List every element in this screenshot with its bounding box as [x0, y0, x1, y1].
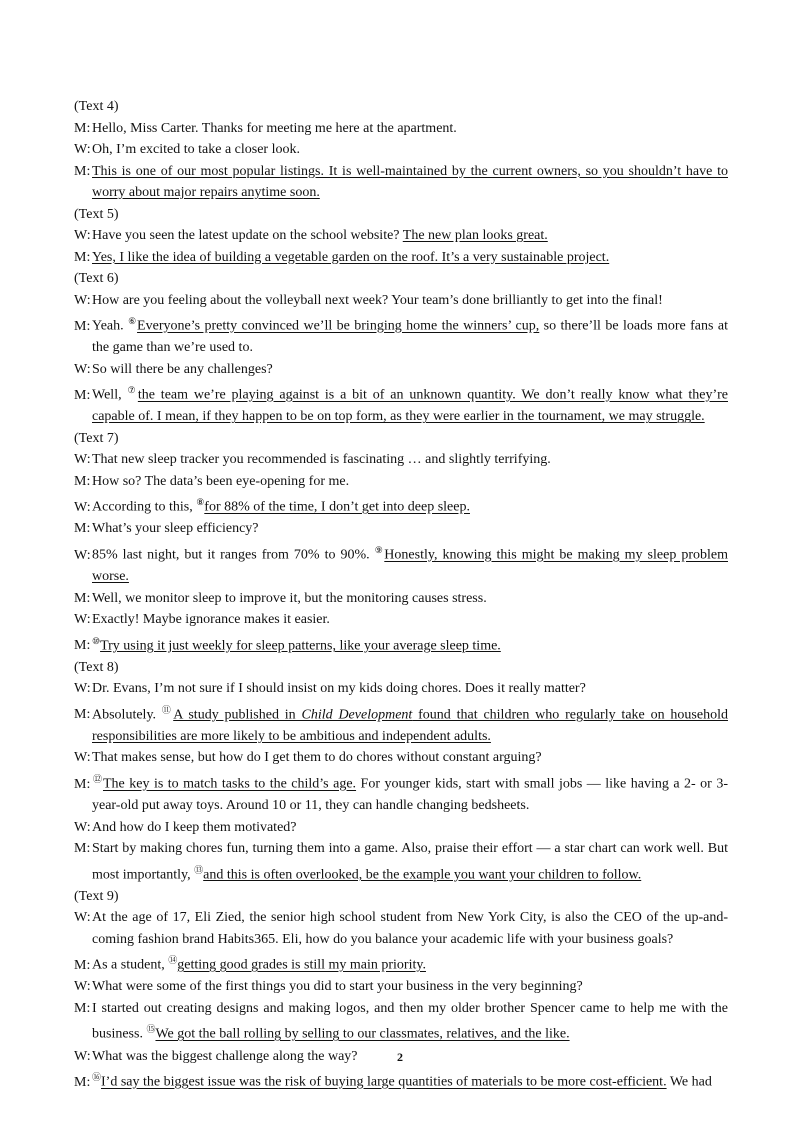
speaker: M: — [74, 957, 91, 973]
dialogue-line — [0, 950, 728, 976]
line-text: Exactly! Maybe ignorance makes it easier. — [92, 612, 330, 628]
line-text: How are you feeling about the volleyball next week? Your team’s done brilliantly to get into the final! — [92, 292, 663, 308]
underlined-text: Yes, I like the idea of building a vegetable garden on the roof. It’s a very sustainable project. — [92, 249, 610, 265]
dialogue-line — [0, 492, 728, 518]
speaker: M: — [74, 521, 91, 537]
circled-number-marker: ⑩ — [92, 635, 101, 646]
section-heading: (Text 8) — [74, 659, 119, 675]
speaker: W: — [74, 292, 91, 308]
speaker: M: — [74, 590, 91, 606]
section-heading: (Text 5) — [74, 206, 119, 222]
speaker: M: — [74, 318, 91, 334]
circled-number-marker: ⑮ — [146, 1024, 156, 1035]
section-heading: (Text 7) — [74, 430, 119, 446]
dialogue-line — [0, 907, 728, 950]
line-text: For younger kids, start with small jobs — like having a 2- or 3-year-old put away toys. Around 10 or 11, they can handle changing bedsheets. — [92, 776, 728, 814]
circled-number-marker: ⑯ — [92, 1072, 102, 1083]
line-text: What were some of the first things you did to start your business in the very beginning? — [92, 979, 583, 995]
speaker: W: — [74, 979, 91, 995]
speaker: W: — [74, 750, 91, 766]
line-text: Oh, I’m excited to take a closer look. — [92, 142, 300, 157]
speaker: M: — [74, 1000, 91, 1016]
underlined-text: Honestly, knowing this might be making my sleep problem worse. — [92, 547, 728, 585]
underlined-text: The key is to match tasks to the child’s age. — [102, 776, 357, 792]
speaker: W: — [74, 547, 91, 563]
line-text: Have you seen the latest update on the school website? — [92, 228, 403, 243]
circled-number-marker: ⑨ — [374, 544, 385, 555]
line-text: Yeah. — [92, 318, 129, 334]
speaker: M: — [74, 249, 91, 265]
dialogue-line — [0, 817, 728, 839]
dialogue-line — [0, 998, 728, 1046]
underlined-text: getting good grades is still my main priority. — [177, 957, 426, 973]
line-text: And how do I keep them motivated? — [92, 819, 297, 835]
line-text: What was the biggest challenge along the way? — [92, 1048, 358, 1064]
speaker: M: — [74, 707, 91, 723]
speaker: W: — [74, 228, 91, 243]
underlined-text: Everyone’s pretty convinced we’ll be bringing home the winners’ cup, — [137, 318, 540, 334]
circled-number-marker: ⑬ — [194, 864, 204, 875]
speaker: W: — [74, 819, 91, 835]
line-text: As a student, — [92, 957, 169, 973]
speaker: M: — [74, 163, 91, 179]
line-text: Dr. Evans, I’m not sure if I should insist on my kids doing chores. Does it really matter? — [92, 681, 586, 697]
dialogue-line — [0, 518, 728, 540]
dialogue-line — [0, 471, 728, 493]
dialogue-line — [0, 769, 728, 817]
line-text: At the age of 17, Eli Zied, the senior high school student from New York City, is also the CEO of the up-and-coming fashion brand Habits365. Eli, how do you balance your academic life with your business goals? — [92, 910, 728, 947]
underlined-text: the team we’re playing against is a bit of an unknown quantity. We don’t really know what they’re capable of. I mean, if they happen to be on top form, as they were earlier in the tournament, we may struggle. — [92, 387, 728, 425]
circled-number-marker: ⑫ — [92, 773, 103, 784]
speaker: M: — [74, 1074, 91, 1090]
circled-number-marker: ⑭ — [168, 955, 178, 966]
line-text: What’s your sleep efficiency? — [92, 521, 259, 537]
dialogue-line — [0, 118, 728, 140]
dialogue-line — [0, 678, 728, 700]
section-heading: (Text 4) — [74, 99, 119, 114]
underlined-text: found that children who regularly take on household responsibilities are more likely to be ambitious and independent adults. — [92, 707, 728, 744]
dialogue-line — [0, 311, 728, 359]
speaker: M: — [74, 638, 91, 654]
dialogue-line — [0, 359, 728, 381]
line-text: According to this, — [92, 499, 197, 515]
line-text: Start by making chores fun, turning them into a game. Also, praise their effort — a star chart can work well. But most importantly, — [92, 841, 728, 883]
dialogue-line — [0, 1067, 728, 1093]
speaker: M: — [74, 387, 91, 403]
speaker: M: — [74, 776, 91, 792]
section-heading: (Text 6) — [74, 271, 119, 286]
dialogue-line — [0, 290, 728, 312]
underlined-text: This is one of our most popular listings. It is well-maintained by the current owners, so you shouldn’t have to worry about major repairs anytime soon. — [92, 163, 728, 200]
dialogue-line — [0, 247, 728, 269]
underlined-text: A study published in — [173, 707, 302, 723]
underlined-text: and this is often overlooked, be the example you want your children to follow. — [203, 867, 642, 883]
circled-number-marker: ⑦ — [127, 385, 138, 396]
speaker: W: — [74, 910, 91, 926]
dialogue-line — [0, 976, 728, 998]
underlined-text: The new plan looks great. — [402, 228, 548, 243]
speaker: W: — [74, 1048, 91, 1064]
dialogue-line — [0, 838, 728, 886]
dialogue-line — [0, 449, 728, 471]
dialogue-line — [0, 380, 728, 428]
section-heading: (Text 9) — [74, 888, 119, 904]
underlined-text: Try using it just weekly for sleep patterns, like your average sleep time. — [100, 638, 501, 654]
speaker: W: — [74, 681, 91, 697]
line-text: That makes sense, but how do I get them to do chores without constant arguing? — [92, 750, 542, 766]
speaker: W: — [74, 142, 91, 157]
speaker: W: — [74, 499, 91, 515]
speaker: W: — [74, 612, 91, 628]
dialogue-line — [0, 609, 728, 631]
dialogue-line — [0, 161, 728, 204]
speaker: M: — [74, 841, 91, 857]
speaker: M: — [74, 473, 91, 489]
circled-number-marker: ⑪ — [161, 704, 174, 715]
line-text: Absolutely. — [92, 707, 162, 723]
dialogue-line — [0, 588, 728, 610]
underlined-text: I’d say the biggest issue was the risk of buying large quantities of materials to be more cost-efficient. — [101, 1074, 667, 1090]
speaker: W: — [74, 452, 91, 468]
circled-number-marker: ⑥ — [128, 316, 138, 326]
line-text: Well, we monitor sleep to improve it, but the monitoring causes stress. — [92, 590, 487, 606]
line-text: That new sleep tracker you recommended is fascinating … and slightly terrifying. — [92, 452, 551, 468]
line-text: Hello, Miss Carter. Thanks for meeting me here at the apartment. — [92, 120, 457, 136]
line-text: So will there be any challenges? — [92, 361, 273, 377]
journal-title: Child Development — [301, 707, 413, 723]
dialogue-line — [0, 700, 728, 748]
line-text: I started out creating designs and making logos, and then my older brother Spencer came to help me with the business. — [92, 1000, 728, 1043]
dialogue-line — [0, 225, 728, 247]
underlined-text: for 88% of the time, I don’t get into deep sleep. — [204, 499, 470, 515]
underlined-text: We got the ball rolling by selling to our classmates, relatives, and the like. — [155, 1027, 570, 1043]
line-text: Well, — [92, 387, 128, 403]
circled-number-marker: ⑧ — [196, 497, 205, 508]
speaker: W: — [74, 361, 91, 377]
dialogue-line — [0, 631, 728, 657]
dialogue-line — [0, 139, 728, 161]
transcript — [0, 96, 800, 1093]
line-text: We had — [666, 1074, 712, 1090]
line-text: 85% last night, but it ranges from 70% to 90%. — [92, 547, 375, 563]
speaker: M: — [74, 120, 91, 136]
line-text: so there’ll be loads more fans at the game than we’re used to. — [92, 318, 728, 356]
page-number: 2 — [397, 1050, 403, 1064]
dialogue-line — [0, 540, 728, 588]
line-text: How so? The data’s been eye-opening for me. — [92, 473, 350, 489]
dialogue-line — [0, 747, 728, 769]
